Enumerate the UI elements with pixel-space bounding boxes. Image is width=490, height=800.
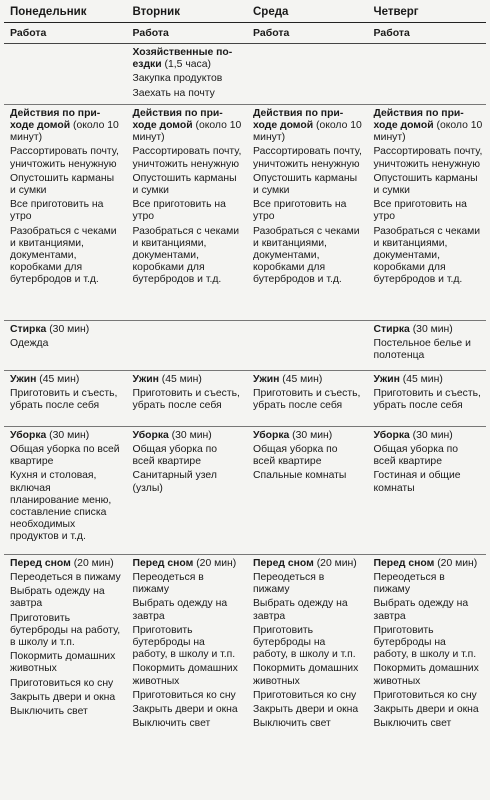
list-item: Покормить домашних животных: [132, 663, 238, 687]
errands-cell-thursday: [366, 44, 487, 105]
day-header-wednesday: Среда: [245, 0, 366, 23]
dinner-cell: [245, 370, 366, 426]
day-header-thursday: Четверг: [366, 0, 487, 23]
work-cell-monday: Работа: [4, 23, 125, 44]
bedtime-title: Перед сном (20 мин): [373, 557, 478, 569]
list-item: Постельное белье и полотенца: [373, 338, 471, 362]
laundry-row: [4, 320, 486, 370]
errands-row: [4, 44, 486, 105]
list-item: Кухня и столовая, включая планирование меню, составление списка необходимых продуктов и т.д.: [10, 470, 112, 543]
day-header-row: [4, 0, 486, 23]
arrive-cell: [125, 104, 246, 320]
list-item: Рассортировать почту, уничтожить ненужную: [10, 146, 119, 170]
day-header-monday: Понедельник: [4, 0, 125, 23]
laundry-cell-wednesday: [245, 320, 366, 370]
list-item: Приготовиться ко сну: [253, 689, 357, 701]
list-item: Приготовить и съесть, убрать после себя: [132, 388, 240, 412]
list-item: Приготовить бутерброды на работу, в школу и т.п.: [132, 624, 236, 661]
cleaning-cell-monday: [4, 426, 125, 554]
list-item: Переодеться в пижаму: [373, 572, 445, 596]
errands-title: Хозяйственные по-ездки (1,5 часа): [132, 47, 233, 71]
laundry-title: Стирка (30 мин): [373, 323, 453, 335]
list-item: Спальные комнаты: [253, 470, 347, 482]
arrive-cell: [366, 104, 487, 320]
list-item: Санитарный узел (узлы): [132, 470, 217, 494]
dinner-cell: [125, 370, 246, 426]
list-item: Выключить свет: [10, 706, 88, 718]
list-item: Переодеться в пижаму: [10, 572, 121, 584]
laundry-cell-tuesday: [125, 320, 246, 370]
list-item: Опустошить карманы и сумки: [253, 172, 358, 197]
dinner-row: [4, 370, 486, 426]
work-row: [4, 23, 486, 44]
bedtime-cell: [366, 554, 487, 786]
bedtime-cell: [245, 554, 366, 786]
list-item: Одежда: [10, 338, 49, 350]
list-item: Приготовить и съесть, убрать после себя: [373, 388, 481, 412]
dinner-cell: [4, 370, 125, 426]
list-item: Все приготовить на утро: [132, 199, 226, 223]
list-item: Рассортировать почту, уничтожить ненужную: [373, 146, 483, 170]
cleaning-title: Уборка (30 мин): [132, 429, 212, 441]
laundry-cell-thursday: [366, 320, 487, 370]
list-item: Выбрать одежду на завтра: [10, 586, 105, 610]
work-cell-thursday: Работа: [366, 23, 487, 44]
cleaning-cell-thursday: [366, 426, 487, 554]
list-item: Приготовить бутерброды на работу, в школу и т.п.: [253, 624, 356, 661]
laundry-cell-monday: [4, 320, 125, 370]
arrive-cell: [4, 104, 125, 320]
list-item: Выключить свет: [132, 718, 211, 730]
work-cell-tuesday: Работа: [125, 23, 246, 44]
list-item: Покормить домашних животных: [10, 651, 116, 675]
list-item: Выбрать одежду на завтра: [132, 598, 228, 622]
list-item: Общая уборка по всей квартире: [253, 444, 338, 468]
list-item: Приготовить и съесть, убрать после себя: [253, 388, 361, 412]
arrive-cell: [245, 104, 366, 320]
list-item: Опустошить карманы и сумки: [132, 172, 237, 197]
list-item: Приготовиться ко сну: [373, 689, 477, 701]
list-item: Выключить свет: [253, 718, 331, 730]
arrive-title: Действия по при-ходе домой (около 10 минут): [10, 107, 119, 144]
bedtime-title: Перед сном (20 мин): [132, 557, 237, 569]
bedtime-row: [4, 554, 486, 786]
list-item: Выбрать одежду на завтра: [373, 598, 469, 622]
weekly-chores-table: [4, 0, 486, 786]
list-item: Выбрать одежду на завтра: [253, 598, 348, 622]
cleaning-cell-wednesday: [245, 426, 366, 554]
list-item: Выключить свет: [373, 718, 452, 730]
list-item: Закрыть двери и окна: [132, 704, 238, 716]
list-item: Приготовить бутерброды на работу, в школу и т.п.: [373, 624, 477, 661]
list-item: Гостиная и общие комнаты: [373, 470, 461, 494]
list-item: Переодеться в пижаму: [253, 572, 325, 596]
list-item: Опустошить карманы и сумки: [10, 172, 115, 197]
list-item: Общая уборка по всей квартире: [10, 444, 120, 468]
arrive-title: Действия по при-ходе домой (около 10 минут): [253, 107, 362, 144]
list-item: Переодеться в пижаму: [132, 572, 204, 596]
list-item: Разобраться с чеками и квитанциями, документами, коробками для бутербродов и т.д.: [10, 225, 117, 286]
arrive-title: Действия по при-ходе домой (около 10 минут): [132, 107, 242, 144]
list-item: Опустошить карманы и сумки: [373, 172, 478, 197]
list-item: Приготовить и съесть, убрать после себя: [10, 388, 118, 412]
list-item: Рассортировать почту, уничтожить ненужную: [132, 146, 242, 170]
list-item: Заехать на почту: [132, 87, 215, 99]
cleaning-title: Уборка (30 мин): [373, 429, 453, 441]
dinner-cell: [366, 370, 487, 426]
cleaning-title: Уборка (30 мин): [10, 429, 90, 441]
errands-cell-tuesday: [125, 44, 246, 105]
list-item: Закрыть двери и окна: [253, 704, 359, 716]
arrive-title: Действия по при-ходе домой (около 10 минут): [373, 107, 483, 144]
errands-cell-monday: [4, 44, 125, 105]
list-item: Рассортировать почту, уничтожить ненужную: [253, 146, 362, 170]
cleaning-cell-tuesday: [125, 426, 246, 554]
cleaning-row: [4, 426, 486, 554]
list-item: Разобраться с чеками и квитанциями, документами, коробками для бутербродов и т.д.: [132, 225, 240, 286]
dinner-title: Ужин (45 мин): [373, 373, 443, 385]
list-item: Все приготовить на утро: [253, 199, 347, 223]
arrive-home-row: [4, 104, 486, 320]
list-item: Покормить домашних животных: [373, 663, 479, 687]
dinner-title: Ужин (45 мин): [253, 373, 323, 385]
list-item: Разобраться с чеками и квитанциями, документами, коробками для бутербродов и т.д.: [373, 225, 481, 286]
list-item: Все приготовить на утро: [10, 199, 104, 223]
day-header-tuesday: Вторник: [125, 0, 246, 23]
dinner-title: Ужин (45 мин): [10, 373, 80, 385]
list-item: Закрыть двери и окна: [373, 704, 479, 716]
laundry-title: Стирка (30 мин): [10, 323, 90, 335]
cleaning-title: Уборка (30 мин): [253, 429, 333, 441]
list-item: Все приготовить на утро: [373, 199, 467, 223]
bedtime-title: Перед сном (20 мин): [10, 557, 114, 569]
bedtime-title: Перед сном (20 мин): [253, 557, 357, 569]
dinner-title: Ужин (45 мин): [132, 373, 202, 385]
work-cell-wednesday: Работа: [245, 23, 366, 44]
list-item: Покормить домашних животных: [253, 663, 359, 687]
list-item: Разобраться с чеками и квитанциями, документами, коробками для бутербродов и т.д.: [253, 225, 360, 286]
list-item: Закрыть двери и окна: [10, 691, 116, 703]
list-item: Закупка продуктов: [132, 73, 223, 85]
list-item: Общая уборка по всей квартире: [132, 444, 218, 468]
list-item: Приготовиться ко сну: [132, 689, 236, 701]
list-item: Приготовиться ко сну: [10, 677, 114, 689]
bedtime-cell: [125, 554, 246, 786]
list-item: Общая уборка по всей квартире: [373, 444, 459, 468]
errands-cell-wednesday: [245, 44, 366, 105]
list-item: Приготовить бутерброды на работу, в школу и т.п.: [10, 612, 121, 649]
bedtime-cell: [4, 554, 125, 786]
